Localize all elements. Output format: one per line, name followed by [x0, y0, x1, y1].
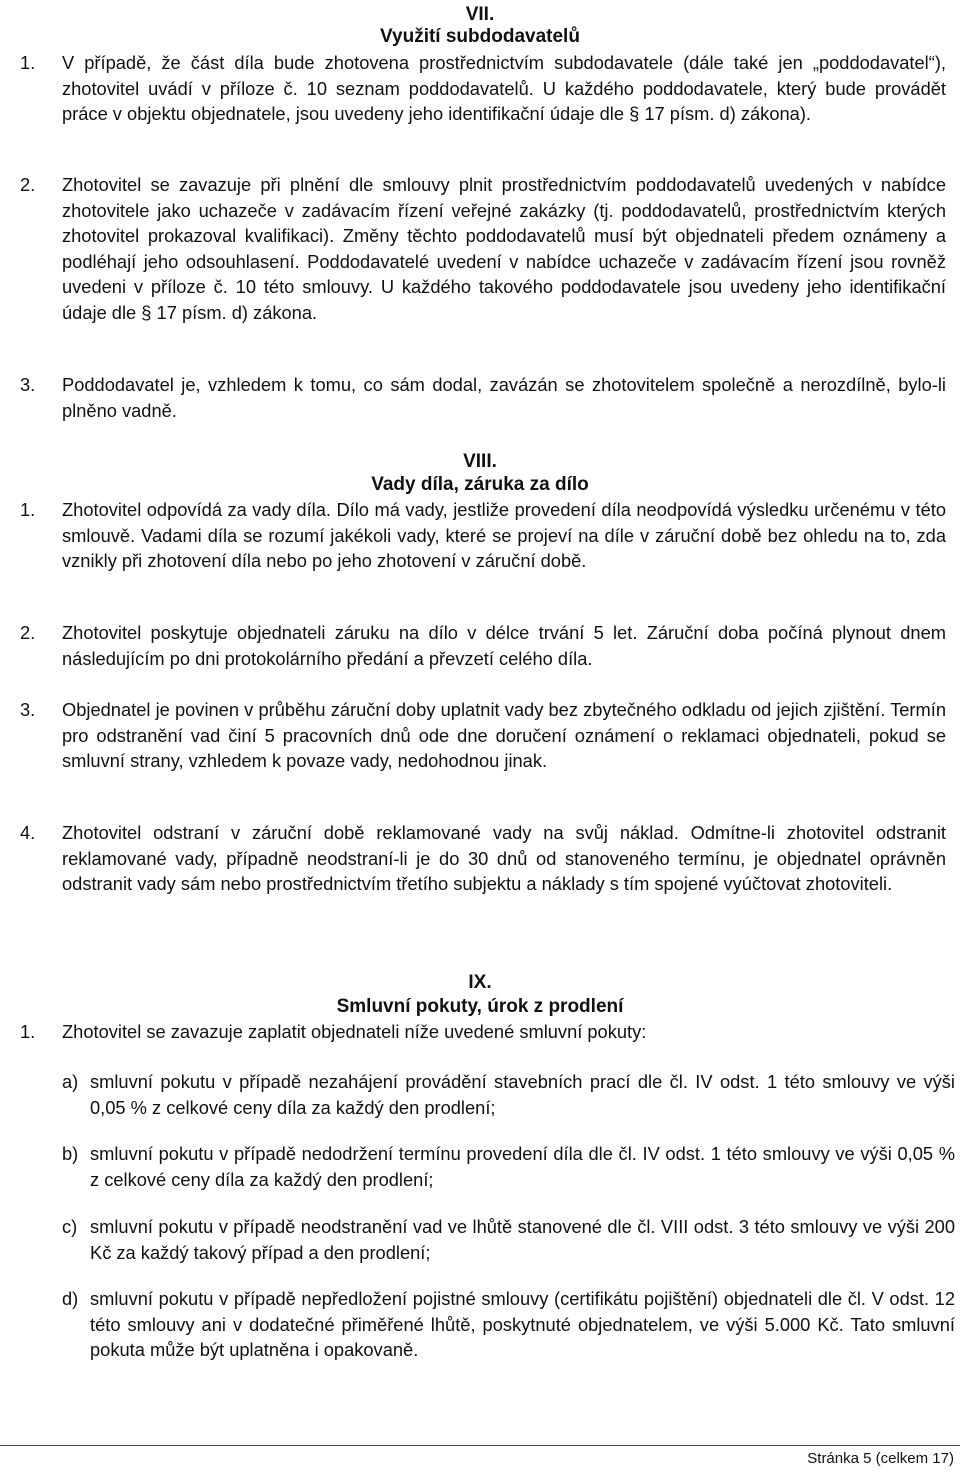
- sub-list-item: [62, 1286, 955, 1363]
- sub-list-item: [62, 1214, 955, 1265]
- sub-item-letter: c): [62, 1216, 78, 1237]
- sub-item-letter: d): [62, 1288, 79, 1309]
- item-number: 2.: [20, 622, 36, 643]
- sub-item-letter: b): [62, 1143, 79, 1164]
- section-title: Využití subdodavatelů: [380, 26, 580, 47]
- sub-item-text: smluvní pokutu v případě nezahájení provádění stavebních prací dle čl. IV odst. 1 této smlouvy ve výši 0,05 % z celkové ceny díla za každý den prodlení;: [90, 1071, 955, 1118]
- sub-item-letter: a): [62, 1071, 79, 1092]
- page-number: Stránka 5 (celkem 17): [807, 1450, 954, 1467]
- list-item: [20, 820, 946, 897]
- item-text: V případě, že část díla bude zhotovena prostřednictvím subdodavatele (dále také jen „poddodavatel“), zhotovitel uvádí v příloze č. 10 seznam poddodavatelů. U každého poddodavatele, který bude provádět práce v objektu objednatele, jsou uvedeny jeho identifikační údaje dle § 17 písm. d) zákona).: [62, 52, 946, 124]
- section-title: Vady díla, záruka za dílo: [371, 474, 589, 495]
- item-text: Zhotovitel odpovídá za vady díla. Dílo má vady, jestliže provedení díla neodpovídá výsledku určenému v této smlouvě. Vadami díla se rozumí jakékoli vady, které se projeví na díle v záruční době bez ohledu na to, zda vznikly při zhotovení díla nebo po jeho zhotovení v záruční době.: [62, 499, 946, 571]
- item-number: 3.: [20, 374, 36, 395]
- list-item: [20, 50, 946, 127]
- list-item: [20, 372, 946, 423]
- list-item: [20, 497, 946, 574]
- footer-divider: [0, 1445, 960, 1446]
- sub-item-text: smluvní pokutu v případě neodstranění vad ve lhůtě stanovené dle čl. VIII odst. 3 této smlouvy ve výši 200 Kč za každý takový případ a den prodlení;: [90, 1216, 955, 1263]
- item-number: 2.: [20, 174, 36, 195]
- section-title: Smluvní pokuty, úrok z prodlení: [336, 996, 624, 1017]
- sub-item-text: smluvní pokutu v případě nepředložení pojistné smlouvy (certifikátu pojištění) objednateli dle čl. V odst. 12 této smlouvy ani v dodatečné přiměřené lhůtě, poskytnuté objednatelem, ve výši 5.000 Kč. Tato smluvní pokuta může být uplatněna i opakovaně.: [90, 1288, 955, 1360]
- item-number: 4.: [20, 822, 36, 843]
- sub-list-item: [62, 1141, 955, 1192]
- section-number: IX.: [468, 972, 492, 993]
- sub-list-item: [62, 1069, 955, 1120]
- item-number: 1.: [20, 52, 36, 73]
- item-text: Zhotovitel se zavazuje zaplatit objednateli níže uvedené smluvní pokuty:: [62, 1021, 647, 1042]
- item-number: 1.: [20, 499, 36, 520]
- list-item: [20, 620, 946, 671]
- section-number: VIII.: [463, 451, 497, 472]
- item-text: Zhotovitel poskytuje objednateli záruku na dílo v délce trvání 5 let. Záruční doba počíná plynout dnem následujícím po dni protokolárního předání a převzetí celého díla.: [62, 622, 946, 669]
- section-number: VII.: [465, 4, 495, 25]
- item-text: Poddodavatel je, vzhledem k tomu, co sám dodal, zavázán se zhotovitelem společně a nerozdílně, bylo-li plněno vadně.: [62, 374, 946, 421]
- list-item: [20, 172, 946, 325]
- item-number: 3.: [20, 699, 36, 720]
- list-item: [20, 697, 946, 774]
- item-text: Zhotovitel odstraní v záruční době reklamované vady na svůj náklad. Odmítne-li zhotovitel odstranit reklamované vady, případně neodstraní-li je do 30 dnů od stanoveného termínu, je objednatel oprávněn odstranit vady sám nebo prostřednictvím třetího subjektu a náklady s tím spojené vyúčtovat zhotoviteli.: [62, 822, 946, 894]
- item-text: Zhotovitel se zavazuje při plnění dle smlouvy plnit prostřednictvím poddodavatelů uvedených v nabídce zhotovitele jako uchazeče v zadávacím řízení veřejné zakázky (tj. poddodavatelů, prostřednictvím kterých zhotovitel prokazoval kvalifikaci). Změny těchto poddodavatelů musí být objednateli předem oznámeny a podléhají jeho odsouhlasení. Poddodavatelé uvedení v nabídce uchazeče v zadávacím řízení jsou rovněž uvedeni v příloze č. 10 této smlouvy. U každého takového poddodavatele jsou uvedeny jeho identifikační údaje dle § 17 písm. d) zákona.: [62, 174, 946, 323]
- item-text: Objednatel je povinen v průběhu záruční doby uplatnit vady bez zbytečného odkladu od jejich zjištění. Termín pro odstranění vad činí 5 pracovních dnů ode dne doručení oznámení o reklamaci objednateli, pokud se smluvní strany, vzhledem k povaze vady, nedohodnou jinak.: [62, 699, 946, 771]
- item-number: 1.: [20, 1021, 36, 1042]
- list-item: [20, 1019, 946, 1045]
- sub-item-text: smluvní pokutu v případě nedodržení termínu provedení díla dle čl. IV odst. 1 této smlouvy ve výši 0,05 % z celkové ceny díla za každý den prodlení;: [90, 1143, 955, 1190]
